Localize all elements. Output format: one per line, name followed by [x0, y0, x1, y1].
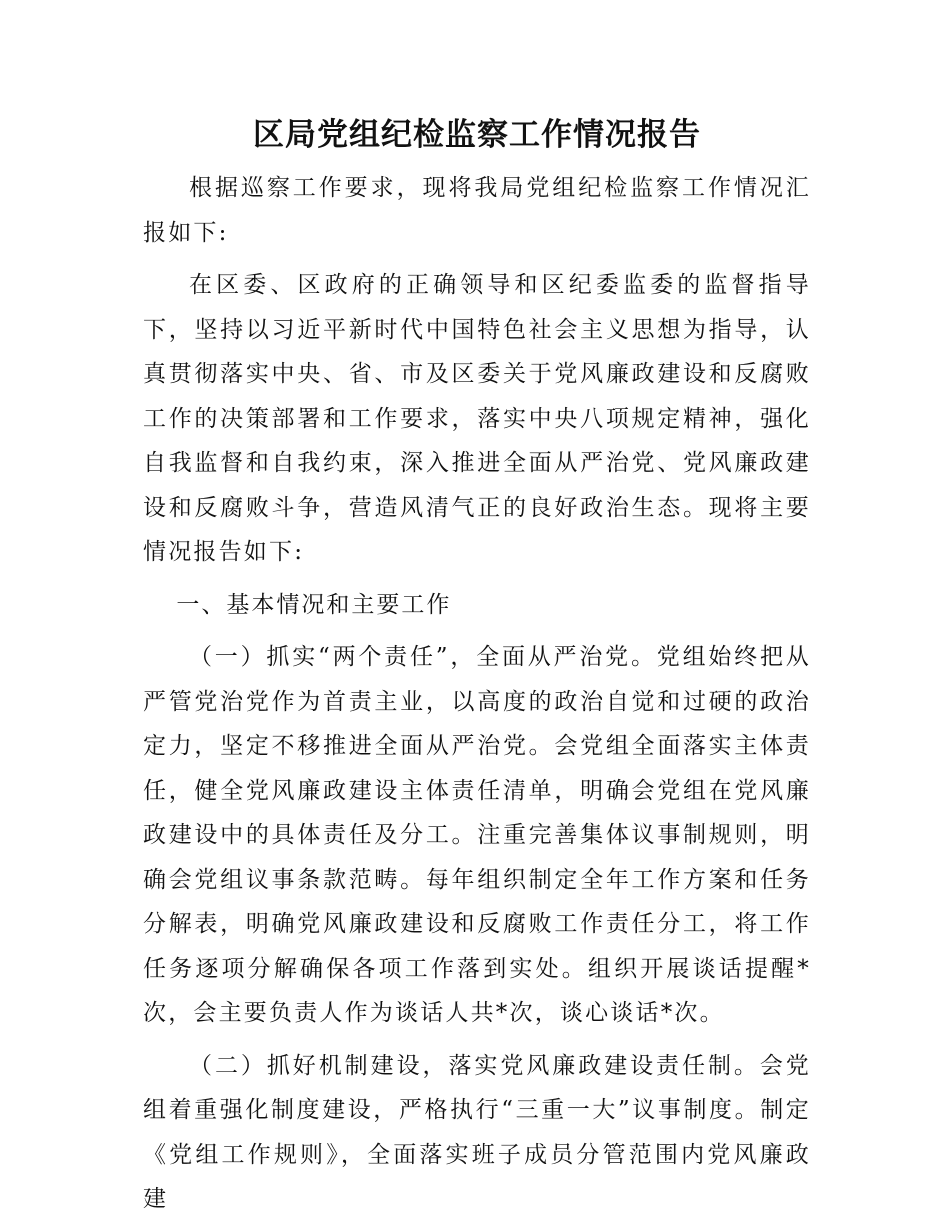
subsection-1-paragraph: （一）抓实“两个责任”，全面从严治党。党组始终把从严管党治党作为首责主业，以高度的政治自觉和过硬的政治定力，坚定不移推进全面从严治党。会党组全面落实主体责任，健全党风廉政建设主体责任清单，明确会党组在党风廉政建设中的具体责任及分工。注重完善集体议事制规则，明确会党组议事条款范畴。每年组织制定全年工作方案和任务分解表，明确党风廉政建设和反腐败工作责任分工，将工作任务逐项分解确保各项工作落到实处。组织开展谈话提醒*次，会主要负责人作为谈话人共*次，谈心谈话*次。 [143, 644, 811, 1026]
document-title: 区局党组纪检监察工作情况报告 [253, 117, 701, 153]
subsection-2-paragraph: （二）抓好机制建设，落实党风廉政建设责任制。会党组着重强化制度建设，严格执行“三重一大”议事制度。制定《党组工作规则》，全面落实班子成员分管范围内党风廉政建 [143, 1052, 811, 1212]
section-heading: 一、基本情况和主要工作 [176, 591, 452, 618]
document-page [143, 110, 811, 1230]
intro-paragraph: 根据巡察工作要求，现将我局党组纪检监察工作情况汇报如下: [143, 175, 811, 246]
overview-paragraph: 在区委、区政府的正确领导和区纪委监委的监督指导下，坚持以习近平新时代中国特色社会主义思想为指导，认真贯彻落实中央、省、市及区委关于党风廉政建设和反腐败工作的决策部署和工作要求，落实中央八项规定精神，强化自我监督和自我约束，深入推进全面从严治党、党风廉政建设和反腐败斗争，营造风清气正的良好政治生态。现将主要情况报告如下: [143, 272, 811, 565]
